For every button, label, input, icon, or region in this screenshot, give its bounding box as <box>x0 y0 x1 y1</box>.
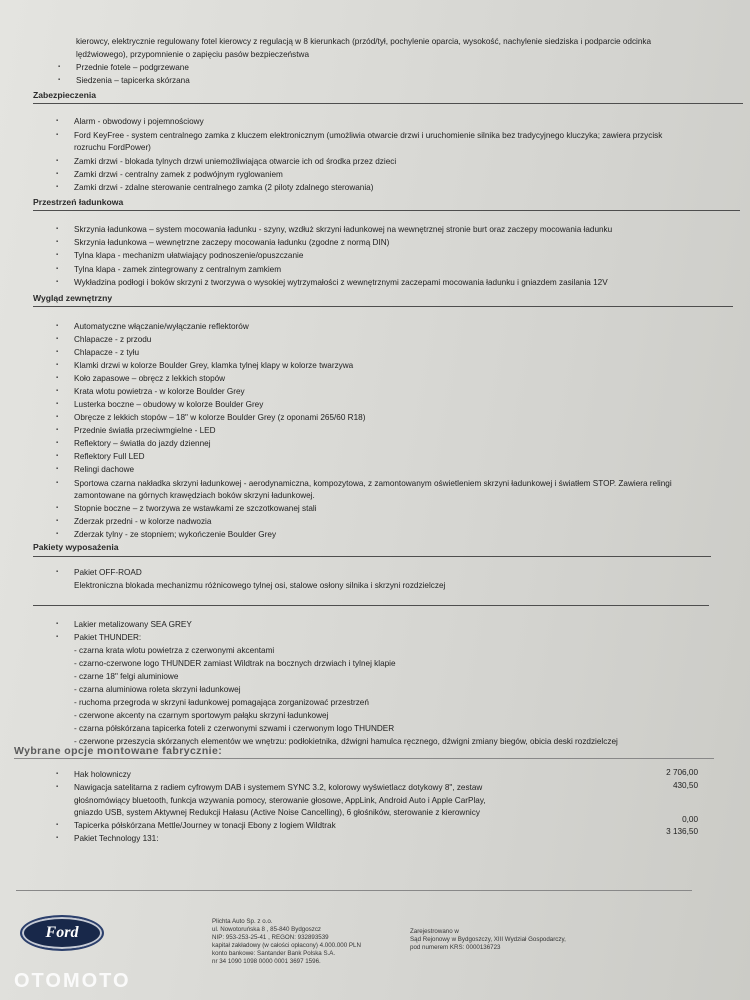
option-price: 430,50 <box>672 781 698 790</box>
section-heading-packages: Pakiety wyposażenia <box>33 542 119 552</box>
option-item-continuation: gniazdo USB, system Aktywnej Redukcji Hałasu (Active Noise Cancelling), 6 głośników, sterowanie z kierownicy <box>74 808 480 817</box>
registration-court: Sąd Rejonowy w Bydgoszczy, XIII Wydział Gospodarczy, <box>410 936 566 943</box>
package-subitem: - czarna aluminiowa roleta skrzyni ładunkowej <box>74 685 241 694</box>
list-item: ▪ Automatyczne włączanie/wyłączanie reflektorów <box>74 322 249 331</box>
list-item: ▪ Relingi dachowe <box>74 465 134 474</box>
list-item: ▪ Obręcze z lekkich stopów – 18" w kolorze Boulder Grey (z oponami 265/60 R18) <box>74 413 365 422</box>
section-heading-factory-options: Wybrane opcje montowane fabrycznie: <box>14 745 223 757</box>
list-item: ▪ Sportowa czarna nakładka skrzyni ładunkowej - aerodynamiczna, kompozytowa, z zamontowanym oświetleniem skrzyni ładunkowej i światłem STOP. Zawiera relingi <box>74 479 672 488</box>
company-name: Plichta Auto Sp. z o.o. <box>212 918 273 925</box>
list-item: ▪ Zamki drzwi - zdalne sterowanie centralnego zamka (2 piloty zdalnego sterowania) <box>74 183 373 192</box>
list-item: ▪ Przednie fotele – podgrzewane <box>76 63 189 72</box>
option-price: 0,00 <box>682 815 698 824</box>
ford-logo: Ford <box>20 915 104 951</box>
section-rule <box>33 556 711 557</box>
list-item: ▪ Pakiet OFF-ROAD <box>74 568 142 577</box>
seat-text-line: lędźwiowego), przypomnienie o zapięciu pasów bezpieczeństwa <box>76 50 310 59</box>
company-bank: konto bankowe: Santander Bank Polska S.A. <box>212 950 336 957</box>
option-item: ▪ Nawigacja satelitarna z radiem cyfrowym DAB i systemem SYNC 3.2, kolorowy wyświetlacz dotykowy 8", zestaw <box>74 783 482 792</box>
company-account: nr 34 1090 1098 0000 0001 3697 1596. <box>212 958 321 965</box>
list-item: ▪ Wykładzina podłogi i boków skrzyni z tworzywa o wysokiej wytrzymałości z wewnętrznymi zaczepami mocowania ładunku i gniazdem zasilania 12V <box>74 278 608 287</box>
otomoto-watermark: OTOMOTO <box>14 970 131 992</box>
option-item: ▪ Tapicerka półskórzana Mettle/Journey w tonacji Ebony z logiem Wildtrak <box>74 821 336 830</box>
package-subitem: - czarna półskórzana tapicerka foteli z czerwonymi szwami i czerwonym logo THUNDER <box>74 724 395 733</box>
package-subitem: - czarna krata wlotu powietrza z czerwonymi akcentami <box>74 646 275 655</box>
section-rule <box>33 605 709 606</box>
list-item: ▪ Siedzenia – tapicerka skórzana <box>76 76 190 85</box>
list-item: ▪ Reflektory Full LED <box>74 452 145 461</box>
list-item: ▪ Zamki drzwi - centralny zamek z podwójnym ryglowaniem <box>74 170 283 179</box>
list-item: ▪ Lusterka boczne – obudowy w kolorze Boulder Grey <box>74 400 263 409</box>
company-tax-ids: NIP: 953-253-25-41 , REGON: 932893539 <box>212 934 329 941</box>
list-item: ▪ Krata wlotu powietrza - w kolorze Boulder Grey <box>74 387 245 396</box>
section-rule <box>14 758 714 759</box>
section-rule <box>33 103 743 104</box>
list-item: ▪ Koło zapasowe – obręcz z lekkich stopów <box>74 374 225 383</box>
list-item: ▪ Tylna klapa - zamek zintegrowany z centralnym zamkiem <box>74 265 281 274</box>
list-item: ▪ Lakier metalizowany SEA GREY <box>74 620 192 629</box>
option-item: ▪ Hak holowniczy <box>74 770 131 779</box>
package-subitem: - czarne 18" felgi aluminiowe <box>74 672 179 681</box>
list-item: ▪ Zderzak przedni - w kolorze nadwozia <box>74 517 211 526</box>
list-item: ▪ Zamki drzwi - blokada tylnych drzwi uniemożliwiająca otwarcie ich od środka przez dzieci <box>74 157 396 166</box>
list-item: ▪ Zderzak tylny - ze stopniem; wykończenie Boulder Grey <box>74 530 276 539</box>
section-rule <box>33 306 733 307</box>
seat-text-line: kierowcy, elektrycznie regulowany fotel kierowcy z regulacją w 8 kierunkach (przód/tył, pochylenie oparcia, wysokość, nachylenie siedziska i podparcie odcinka <box>76 37 652 46</box>
list-item: ▪ Klamki drzwi w kolorze Boulder Grey, klamka tylnej klapy w kolorze twarzywa <box>74 361 353 370</box>
option-price: 2 706,00 <box>666 768 698 777</box>
list-item: ▪ Chlapacze - z przodu <box>74 335 151 344</box>
option-price: 3 136,50 <box>666 827 698 836</box>
list-item: ▪ Chlapacze - z tyłu <box>74 348 139 357</box>
list-item-continuation: rozruchu FordPower) <box>74 143 151 152</box>
package-subitem: - czerwone przeszycia skórzanych elementów we wnętrzu: podłokietnika, dźwigni hamulca ręcznego, dźwigni zmiany biegów, obicia deski rozdzielczej <box>74 737 618 746</box>
company-address: ul. Nowotoruńska 8 , 85-840 Bydgoszcz <box>212 926 322 933</box>
option-item: ▪ Pakiet Technology 131: <box>74 834 159 843</box>
section-heading-security: Zabezpieczenia <box>33 90 97 100</box>
list-item: ▪ Ford KeyFree - system centralnego zamka z kluczem elektronicznym (umożliwia otwarcie drzwi i uruchomienie silnika bez tradycyjnego kluczyka; zawiera przycisk <box>74 131 662 140</box>
list-item-continuation: zamontowane na górnych krawędziach boków skrzyni ładunkowej. <box>74 491 315 500</box>
list-item: ▪ Tylna klapa - mechanizm ułatwiający podnoszenie/opuszczanie <box>74 251 303 260</box>
package-subitem: - czerwone akcenty na czarnym sportowym pałąku skrzyni ładunkowej <box>74 711 329 720</box>
package-subitem: - czarno-czerwone logo THUNDER zamiast Wildtrak na bocznych drzwiach i tylnej klapie <box>74 659 396 668</box>
section-rule <box>33 210 740 211</box>
list-item: ▪ Skrzynia ładunkowa – system mocowania ładunku - szyny, wzdłuż skrzyni ładunkowej na wewnętrznej stronie burt oraz zaczepy mocowania ładunku <box>74 225 612 234</box>
section-heading-exterior: Wygląd zewnętrzny <box>33 293 113 303</box>
company-capital: kapitał zakładowy (w całości opłacony) 4.000.000 PLN <box>212 942 361 949</box>
package-subitem: - ruchoma przegroda w skrzyni ładunkowej pomagająca zorganizować przestrzeń <box>74 698 369 707</box>
list-item: ▪ Przednie światła przeciwmgielne - LED <box>74 426 216 435</box>
list-item: ▪ Pakiet THUNDER: <box>74 633 141 642</box>
list-item: ▪ Reflektory – światła do jazdy dziennej <box>74 439 211 448</box>
footer-rule <box>16 890 692 891</box>
registration-label: Zarejestrowano w <box>410 928 459 935</box>
list-item: ▪ Stopnie boczne – z tworzywa ze wstawkami ze szczotkowanej stali <box>74 504 317 513</box>
registration-krs: pod numerem KRS: 0000136723 <box>410 944 501 951</box>
option-item-continuation: głośnomówiący bluetooth, funkcja wzywania pomocy, sterowanie głosowe, AppLink, Android Auto i Apple CarPlay, <box>74 796 486 805</box>
list-item: ▪ Alarm - obwodowy i pojemnościowy <box>74 117 204 126</box>
section-heading-cargo: Przestrzeń ładunkowa <box>33 197 124 207</box>
package-description: Elektroniczna blokada mechanizmu różnicowego tylnej osi, stalowe osłony silnika i skrzyni rozdzielczej <box>74 581 446 590</box>
list-item: ▪ Skrzynia ładunkowa – wewnętrzne zaczepy mocowania ładunku (zgodne z normą DIN) <box>74 238 389 247</box>
